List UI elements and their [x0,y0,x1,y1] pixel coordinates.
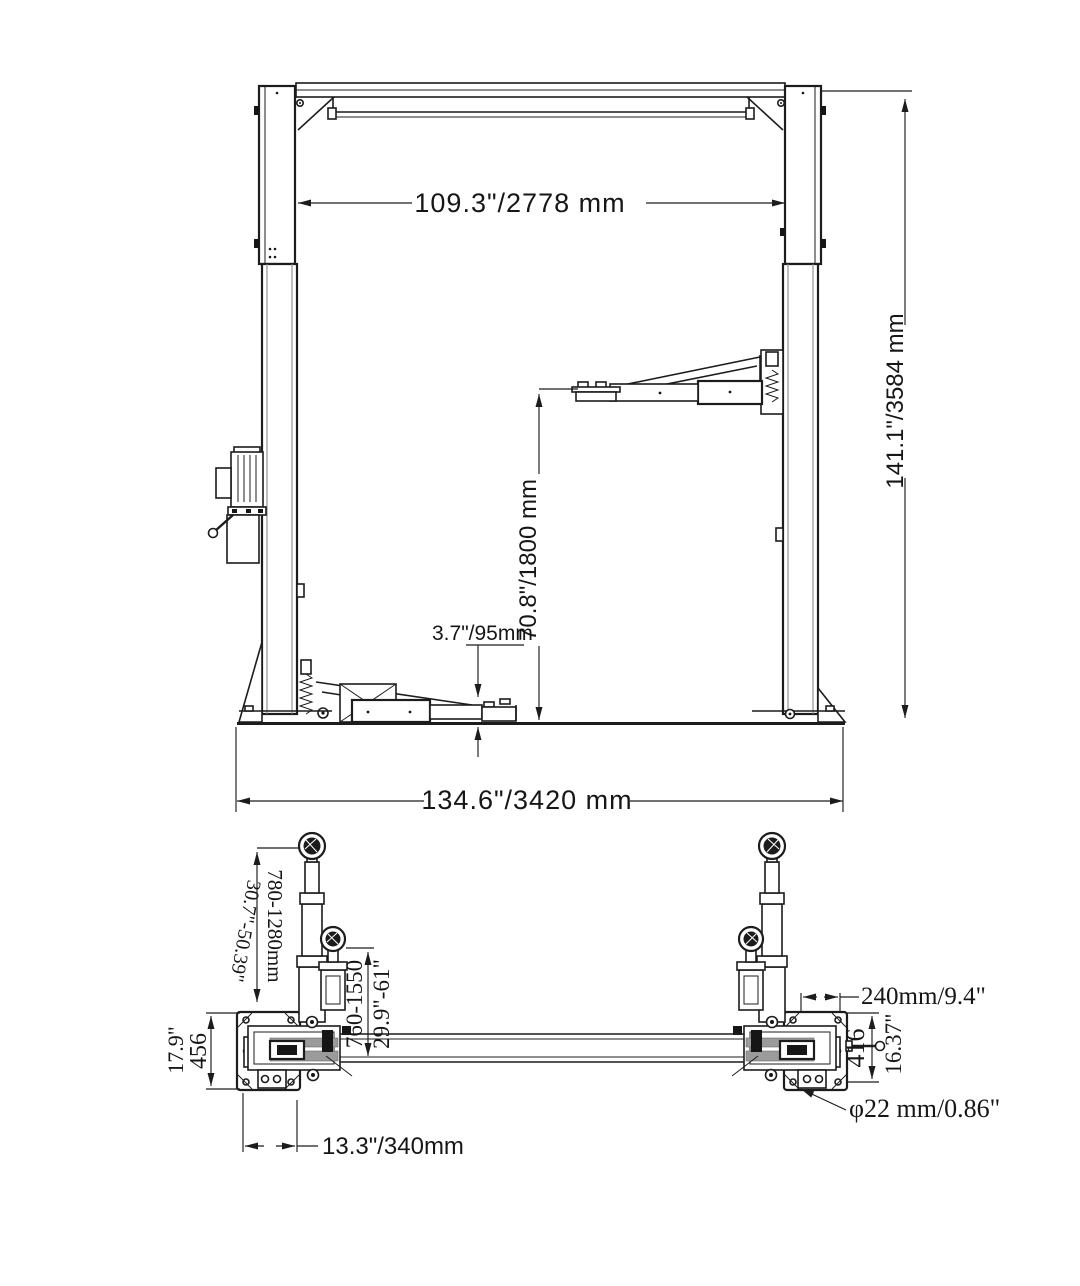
dim-text-overall-width: 134.6"/3420 mm [421,785,633,815]
dim-text-plate-width: 240mm/9.4" [861,983,986,1010]
dim-text-plate-depth-mm: 456 [186,1033,212,1069]
arm-pad [482,707,516,721]
oil-tank [227,515,259,563]
dim-text-short-arm-mm: 760-1550 [342,959,367,1049]
dim-text-post-base-offset: 13.3"/340mm [322,1133,464,1160]
dim-text-overall-height: 141.1"/3584 mm [882,313,909,489]
dim-text-anchor-bolt: φ22 mm/0.86" [849,1094,1001,1123]
dim-text-lifting-height: 70.8"/1800 mm [515,479,542,641]
dim-text-long-arm-in: 30.7"-50.39" [225,878,265,984]
handle-knob [209,529,218,538]
dim-text-min-pad-height: 3.7"/95mm [432,622,533,645]
dim-text-long-arm-mm: 780-1280mm [263,869,287,983]
dim-text-short-arm-in: 29.9"-61" [369,959,394,1049]
dim-text-inside-width: 109.3"/2778 mm [414,188,626,218]
dim-text-plate-length-mm: 416 [841,1028,870,1068]
motor-end-cap [216,468,231,498]
dim-text-plate-depth-in: 17.9" [163,1026,188,1074]
dim-short-arm-reach [342,948,394,1056]
dim-text-plate-length-in: 16.37" [881,1013,906,1075]
